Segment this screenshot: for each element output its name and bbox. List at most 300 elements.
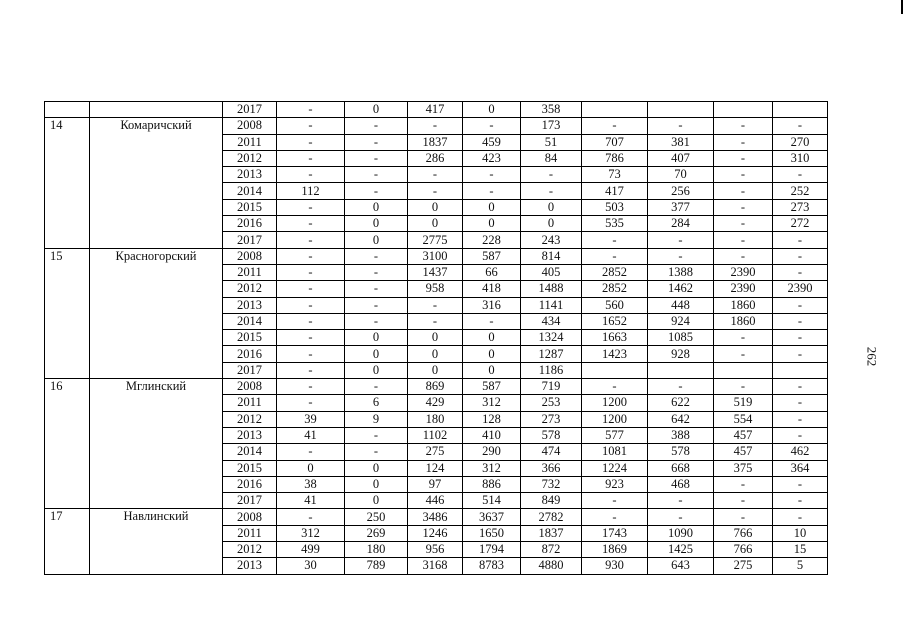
value-cell: - xyxy=(277,379,345,395)
value-cell: - xyxy=(463,313,521,329)
value-cell: 1794 xyxy=(463,542,521,558)
value-cell: 642 xyxy=(648,411,714,427)
value-cell: 446 xyxy=(408,493,463,509)
value-cell: 3637 xyxy=(463,509,521,525)
value-cell: 0 xyxy=(463,330,521,346)
value-cell: 290 xyxy=(463,444,521,460)
year-cell: 2017 xyxy=(223,232,277,248)
value-cell: 956 xyxy=(408,542,463,558)
value-cell: 1652 xyxy=(582,313,648,329)
value-cell: 1663 xyxy=(582,330,648,346)
year-cell: 2012 xyxy=(223,281,277,297)
value-cell: 0 xyxy=(463,362,521,378)
value-cell: 474 xyxy=(521,444,582,460)
value-cell: 38 xyxy=(277,476,345,492)
value-cell: 578 xyxy=(648,444,714,460)
value-cell: 1200 xyxy=(582,395,648,411)
year-cell: 2008 xyxy=(223,379,277,395)
value-cell: 180 xyxy=(345,542,408,558)
value-cell: - xyxy=(773,509,828,525)
value-cell: 3100 xyxy=(408,248,463,264)
value-cell: 0 xyxy=(463,216,521,232)
value-cell: 405 xyxy=(521,264,582,280)
value-cell: 1423 xyxy=(582,346,648,362)
value-cell: - xyxy=(345,281,408,297)
value-cell: - xyxy=(277,199,345,215)
value-cell: 70 xyxy=(648,167,714,183)
value-cell: 766 xyxy=(714,525,773,541)
value-cell: 1837 xyxy=(521,525,582,541)
value-cell: 1287 xyxy=(521,346,582,362)
value-cell: - xyxy=(408,167,463,183)
value-cell: - xyxy=(463,183,521,199)
district-number-cell: 16 xyxy=(45,379,90,509)
value-cell: 560 xyxy=(582,297,648,313)
value-cell: 0 xyxy=(408,199,463,215)
value-cell: 275 xyxy=(408,444,463,460)
value-cell xyxy=(773,102,828,118)
value-cell: - xyxy=(277,395,345,411)
value-cell: - xyxy=(714,167,773,183)
value-cell: 9 xyxy=(345,411,408,427)
year-cell: 2016 xyxy=(223,346,277,362)
value-cell: - xyxy=(277,281,345,297)
value-cell: 417 xyxy=(582,183,648,199)
value-cell: 312 xyxy=(463,460,521,476)
value-cell: - xyxy=(277,264,345,280)
value-cell: 468 xyxy=(648,476,714,492)
value-cell: 51 xyxy=(521,134,582,150)
value-cell: 578 xyxy=(521,427,582,443)
value-cell: 0 xyxy=(408,362,463,378)
value-cell: - xyxy=(345,248,408,264)
value-cell: 0 xyxy=(345,460,408,476)
value-cell: 0 xyxy=(345,476,408,492)
value-cell: 587 xyxy=(463,248,521,264)
value-cell: - xyxy=(277,118,345,134)
value-cell: - xyxy=(773,346,828,362)
year-cell: 2015 xyxy=(223,199,277,215)
value-cell: 1141 xyxy=(521,297,582,313)
value-cell: 1869 xyxy=(582,542,648,558)
year-cell: 2011 xyxy=(223,395,277,411)
value-cell: - xyxy=(773,167,828,183)
value-cell: 84 xyxy=(521,150,582,166)
value-cell: 253 xyxy=(521,395,582,411)
value-cell: - xyxy=(582,232,648,248)
value-cell: 0 xyxy=(521,199,582,215)
value-cell: 1090 xyxy=(648,525,714,541)
year-cell: 2014 xyxy=(223,313,277,329)
value-cell: 5 xyxy=(773,558,828,574)
value-cell: - xyxy=(277,346,345,362)
value-cell: - xyxy=(408,297,463,313)
value-cell xyxy=(773,362,828,378)
value-cell: 173 xyxy=(521,118,582,134)
table-body xyxy=(45,102,828,575)
value-cell: 112 xyxy=(277,183,345,199)
value-cell: - xyxy=(345,183,408,199)
value-cell: 1425 xyxy=(648,542,714,558)
value-cell: - xyxy=(582,509,648,525)
value-cell: - xyxy=(277,248,345,264)
district-number-cell xyxy=(45,102,90,118)
value-cell: - xyxy=(773,379,828,395)
value-cell: - xyxy=(773,395,828,411)
value-cell: 0 xyxy=(408,216,463,232)
year-cell: 2017 xyxy=(223,493,277,509)
value-cell: 2782 xyxy=(521,509,582,525)
value-cell: 2775 xyxy=(408,232,463,248)
value-cell: - xyxy=(277,232,345,248)
value-cell: 0 xyxy=(408,346,463,362)
district-name-cell: Комаричский xyxy=(90,118,223,248)
value-cell: 286 xyxy=(408,150,463,166)
year-cell: 2015 xyxy=(223,330,277,346)
value-cell: - xyxy=(277,313,345,329)
value-cell: 930 xyxy=(582,558,648,574)
value-cell: 2390 xyxy=(714,281,773,297)
value-cell: 375 xyxy=(714,460,773,476)
value-cell: 786 xyxy=(582,150,648,166)
value-cell: 503 xyxy=(582,199,648,215)
value-cell: 418 xyxy=(463,281,521,297)
value-cell: - xyxy=(345,379,408,395)
value-cell: - xyxy=(648,118,714,134)
value-cell: 535 xyxy=(582,216,648,232)
value-cell: 1081 xyxy=(582,444,648,460)
value-cell: - xyxy=(345,118,408,134)
value-cell: - xyxy=(463,118,521,134)
value-cell: 377 xyxy=(648,199,714,215)
value-cell: 423 xyxy=(463,150,521,166)
year-cell: 2008 xyxy=(223,248,277,264)
year-cell: 2011 xyxy=(223,264,277,280)
value-cell: 417 xyxy=(408,102,463,118)
value-cell: - xyxy=(714,346,773,362)
value-cell: - xyxy=(648,379,714,395)
value-cell: 849 xyxy=(521,493,582,509)
value-cell: 3168 xyxy=(408,558,463,574)
value-cell: 622 xyxy=(648,395,714,411)
value-cell: - xyxy=(277,444,345,460)
value-cell: - xyxy=(773,232,828,248)
value-cell: 39 xyxy=(277,411,345,427)
district-name-cell: Мглинский xyxy=(90,379,223,509)
value-cell: 0 xyxy=(345,346,408,362)
value-cell: 1085 xyxy=(648,330,714,346)
value-cell: 364 xyxy=(773,460,828,476)
value-cell: - xyxy=(714,493,773,509)
value-cell: 554 xyxy=(714,411,773,427)
value-cell: - xyxy=(582,493,648,509)
year-cell: 2011 xyxy=(223,134,277,150)
value-cell: 1650 xyxy=(463,525,521,541)
value-cell: 0 xyxy=(345,232,408,248)
year-cell: 2014 xyxy=(223,183,277,199)
value-cell: 707 xyxy=(582,134,648,150)
value-cell: 869 xyxy=(408,379,463,395)
value-cell: - xyxy=(714,216,773,232)
value-cell: 1186 xyxy=(521,362,582,378)
value-cell: 958 xyxy=(408,281,463,297)
value-cell: 66 xyxy=(463,264,521,280)
value-cell xyxy=(648,102,714,118)
value-cell: 2852 xyxy=(582,264,648,280)
value-cell xyxy=(582,102,648,118)
value-cell: 0 xyxy=(408,330,463,346)
table-row xyxy=(45,118,828,134)
value-cell: 1200 xyxy=(582,411,648,427)
value-cell: 2390 xyxy=(714,264,773,280)
value-cell: 587 xyxy=(463,379,521,395)
value-cell: 789 xyxy=(345,558,408,574)
year-cell: 2013 xyxy=(223,297,277,313)
value-cell: 668 xyxy=(648,460,714,476)
value-cell: - xyxy=(773,427,828,443)
value-cell: - xyxy=(277,167,345,183)
value-cell: 180 xyxy=(408,411,463,427)
page-edge-mark xyxy=(901,0,903,14)
value-cell: - xyxy=(521,167,582,183)
value-cell: - xyxy=(714,150,773,166)
value-cell: 923 xyxy=(582,476,648,492)
value-cell: - xyxy=(773,118,828,134)
value-cell: - xyxy=(582,248,648,264)
value-cell: 0 xyxy=(345,199,408,215)
value-cell: - xyxy=(648,232,714,248)
value-cell: - xyxy=(277,102,345,118)
value-cell: 1860 xyxy=(714,297,773,313)
value-cell: - xyxy=(345,297,408,313)
value-cell: 15 xyxy=(773,542,828,558)
value-cell: - xyxy=(277,134,345,150)
value-cell: - xyxy=(714,509,773,525)
value-cell: 10 xyxy=(773,525,828,541)
table-row xyxy=(45,248,828,264)
value-cell: 457 xyxy=(714,427,773,443)
value-cell: 0 xyxy=(345,493,408,509)
value-cell: 128 xyxy=(463,411,521,427)
year-cell: 2014 xyxy=(223,444,277,460)
value-cell: 0 xyxy=(345,102,408,118)
year-cell: 2017 xyxy=(223,102,277,118)
value-cell: - xyxy=(773,313,828,329)
value-cell: 0 xyxy=(463,199,521,215)
value-cell: 228 xyxy=(463,232,521,248)
value-cell: - xyxy=(408,313,463,329)
value-cell: 0 xyxy=(345,216,408,232)
value-cell: - xyxy=(408,118,463,134)
value-cell: 1224 xyxy=(582,460,648,476)
value-cell: - xyxy=(714,118,773,134)
table-row xyxy=(45,379,828,395)
value-cell: - xyxy=(277,297,345,313)
value-cell: 316 xyxy=(463,297,521,313)
year-cell: 2008 xyxy=(223,509,277,525)
value-cell: - xyxy=(521,183,582,199)
value-cell: - xyxy=(648,248,714,264)
value-cell: 0 xyxy=(463,346,521,362)
value-cell: 6 xyxy=(345,395,408,411)
year-cell: 2012 xyxy=(223,150,277,166)
value-cell: 429 xyxy=(408,395,463,411)
district-name-cell xyxy=(90,102,223,118)
value-cell: 41 xyxy=(277,493,345,509)
value-cell xyxy=(648,362,714,378)
value-cell: 388 xyxy=(648,427,714,443)
value-cell: 275 xyxy=(714,558,773,574)
value-cell: 1388 xyxy=(648,264,714,280)
value-cell: 928 xyxy=(648,346,714,362)
value-cell: 273 xyxy=(773,199,828,215)
value-cell: 2390 xyxy=(773,281,828,297)
value-cell: - xyxy=(345,167,408,183)
value-cell: 924 xyxy=(648,313,714,329)
value-cell: 366 xyxy=(521,460,582,476)
year-cell: 2012 xyxy=(223,542,277,558)
value-cell: 514 xyxy=(463,493,521,509)
value-cell: 1437 xyxy=(408,264,463,280)
year-cell: 2015 xyxy=(223,460,277,476)
district-number-cell: 17 xyxy=(45,509,90,574)
value-cell: - xyxy=(773,411,828,427)
year-cell: 2017 xyxy=(223,362,277,378)
value-cell: 270 xyxy=(773,134,828,150)
value-cell: 310 xyxy=(773,150,828,166)
value-cell: - xyxy=(714,248,773,264)
value-cell: - xyxy=(714,134,773,150)
year-cell: 2011 xyxy=(223,525,277,541)
value-cell: 886 xyxy=(463,476,521,492)
value-cell: - xyxy=(277,362,345,378)
year-cell: 2012 xyxy=(223,411,277,427)
value-cell: 0 xyxy=(521,216,582,232)
value-cell: 1743 xyxy=(582,525,648,541)
district-name-cell: Красногорский xyxy=(90,248,223,378)
value-cell: 0 xyxy=(463,102,521,118)
value-cell: 577 xyxy=(582,427,648,443)
value-cell: 814 xyxy=(521,248,582,264)
value-cell: 273 xyxy=(521,411,582,427)
value-cell: 312 xyxy=(277,525,345,541)
year-cell: 2016 xyxy=(223,216,277,232)
value-cell: 73 xyxy=(582,167,648,183)
value-cell: - xyxy=(773,493,828,509)
table-row xyxy=(45,102,828,118)
value-cell: - xyxy=(773,248,828,264)
value-cell: 381 xyxy=(648,134,714,150)
value-cell: 407 xyxy=(648,150,714,166)
value-cell: 448 xyxy=(648,297,714,313)
district-name-cell: Навлинский xyxy=(90,509,223,574)
value-cell: - xyxy=(773,330,828,346)
value-cell: 1102 xyxy=(408,427,463,443)
value-cell: 1488 xyxy=(521,281,582,297)
value-cell: - xyxy=(277,509,345,525)
value-cell: 30 xyxy=(277,558,345,574)
value-cell: 250 xyxy=(345,509,408,525)
value-cell: 0 xyxy=(277,460,345,476)
value-cell: - xyxy=(345,150,408,166)
year-cell: 2008 xyxy=(223,118,277,134)
page-number: 262 xyxy=(864,346,880,367)
value-cell: - xyxy=(648,509,714,525)
value-cell: - xyxy=(277,330,345,346)
district-number-cell: 14 xyxy=(45,118,90,248)
value-cell: - xyxy=(714,476,773,492)
value-cell: 459 xyxy=(463,134,521,150)
value-cell: 4880 xyxy=(521,558,582,574)
value-cell: - xyxy=(277,216,345,232)
value-cell: 410 xyxy=(463,427,521,443)
value-cell: - xyxy=(714,232,773,248)
value-cell: 284 xyxy=(648,216,714,232)
value-cell: - xyxy=(582,118,648,134)
district-number-cell: 15 xyxy=(45,248,90,378)
value-cell: 312 xyxy=(463,395,521,411)
value-cell: 8783 xyxy=(463,558,521,574)
value-cell: - xyxy=(345,134,408,150)
value-cell: 0 xyxy=(345,330,408,346)
value-cell: 124 xyxy=(408,460,463,476)
value-cell: 358 xyxy=(521,102,582,118)
value-cell: - xyxy=(714,199,773,215)
value-cell xyxy=(714,362,773,378)
value-cell: 766 xyxy=(714,542,773,558)
value-cell: - xyxy=(714,330,773,346)
value-cell: - xyxy=(648,493,714,509)
value-cell: - xyxy=(714,183,773,199)
value-cell: - xyxy=(345,444,408,460)
value-cell: - xyxy=(345,313,408,329)
value-cell: - xyxy=(345,264,408,280)
value-cell: - xyxy=(773,297,828,313)
table-row xyxy=(45,509,828,525)
value-cell: - xyxy=(773,476,828,492)
value-cell: 462 xyxy=(773,444,828,460)
value-cell: 732 xyxy=(521,476,582,492)
value-cell: - xyxy=(582,379,648,395)
value-cell: 457 xyxy=(714,444,773,460)
value-cell: 2852 xyxy=(582,281,648,297)
value-cell: 1837 xyxy=(408,134,463,150)
value-cell: - xyxy=(408,183,463,199)
value-cell: 41 xyxy=(277,427,345,443)
value-cell: 719 xyxy=(521,379,582,395)
value-cell: 1860 xyxy=(714,313,773,329)
value-cell: 3486 xyxy=(408,509,463,525)
value-cell: 252 xyxy=(773,183,828,199)
value-cell: 269 xyxy=(345,525,408,541)
value-cell: 499 xyxy=(277,542,345,558)
value-cell: 97 xyxy=(408,476,463,492)
value-cell: 1462 xyxy=(648,281,714,297)
year-cell: 2016 xyxy=(223,476,277,492)
value-cell: 1324 xyxy=(521,330,582,346)
value-cell: - xyxy=(345,427,408,443)
value-cell: 0 xyxy=(345,362,408,378)
value-cell: 434 xyxy=(521,313,582,329)
value-cell: - xyxy=(277,150,345,166)
value-cell: - xyxy=(463,167,521,183)
value-cell: 1246 xyxy=(408,525,463,541)
value-cell: 519 xyxy=(714,395,773,411)
value-cell: 872 xyxy=(521,542,582,558)
value-cell: 272 xyxy=(773,216,828,232)
value-cell: 643 xyxy=(648,558,714,574)
value-cell: 256 xyxy=(648,183,714,199)
